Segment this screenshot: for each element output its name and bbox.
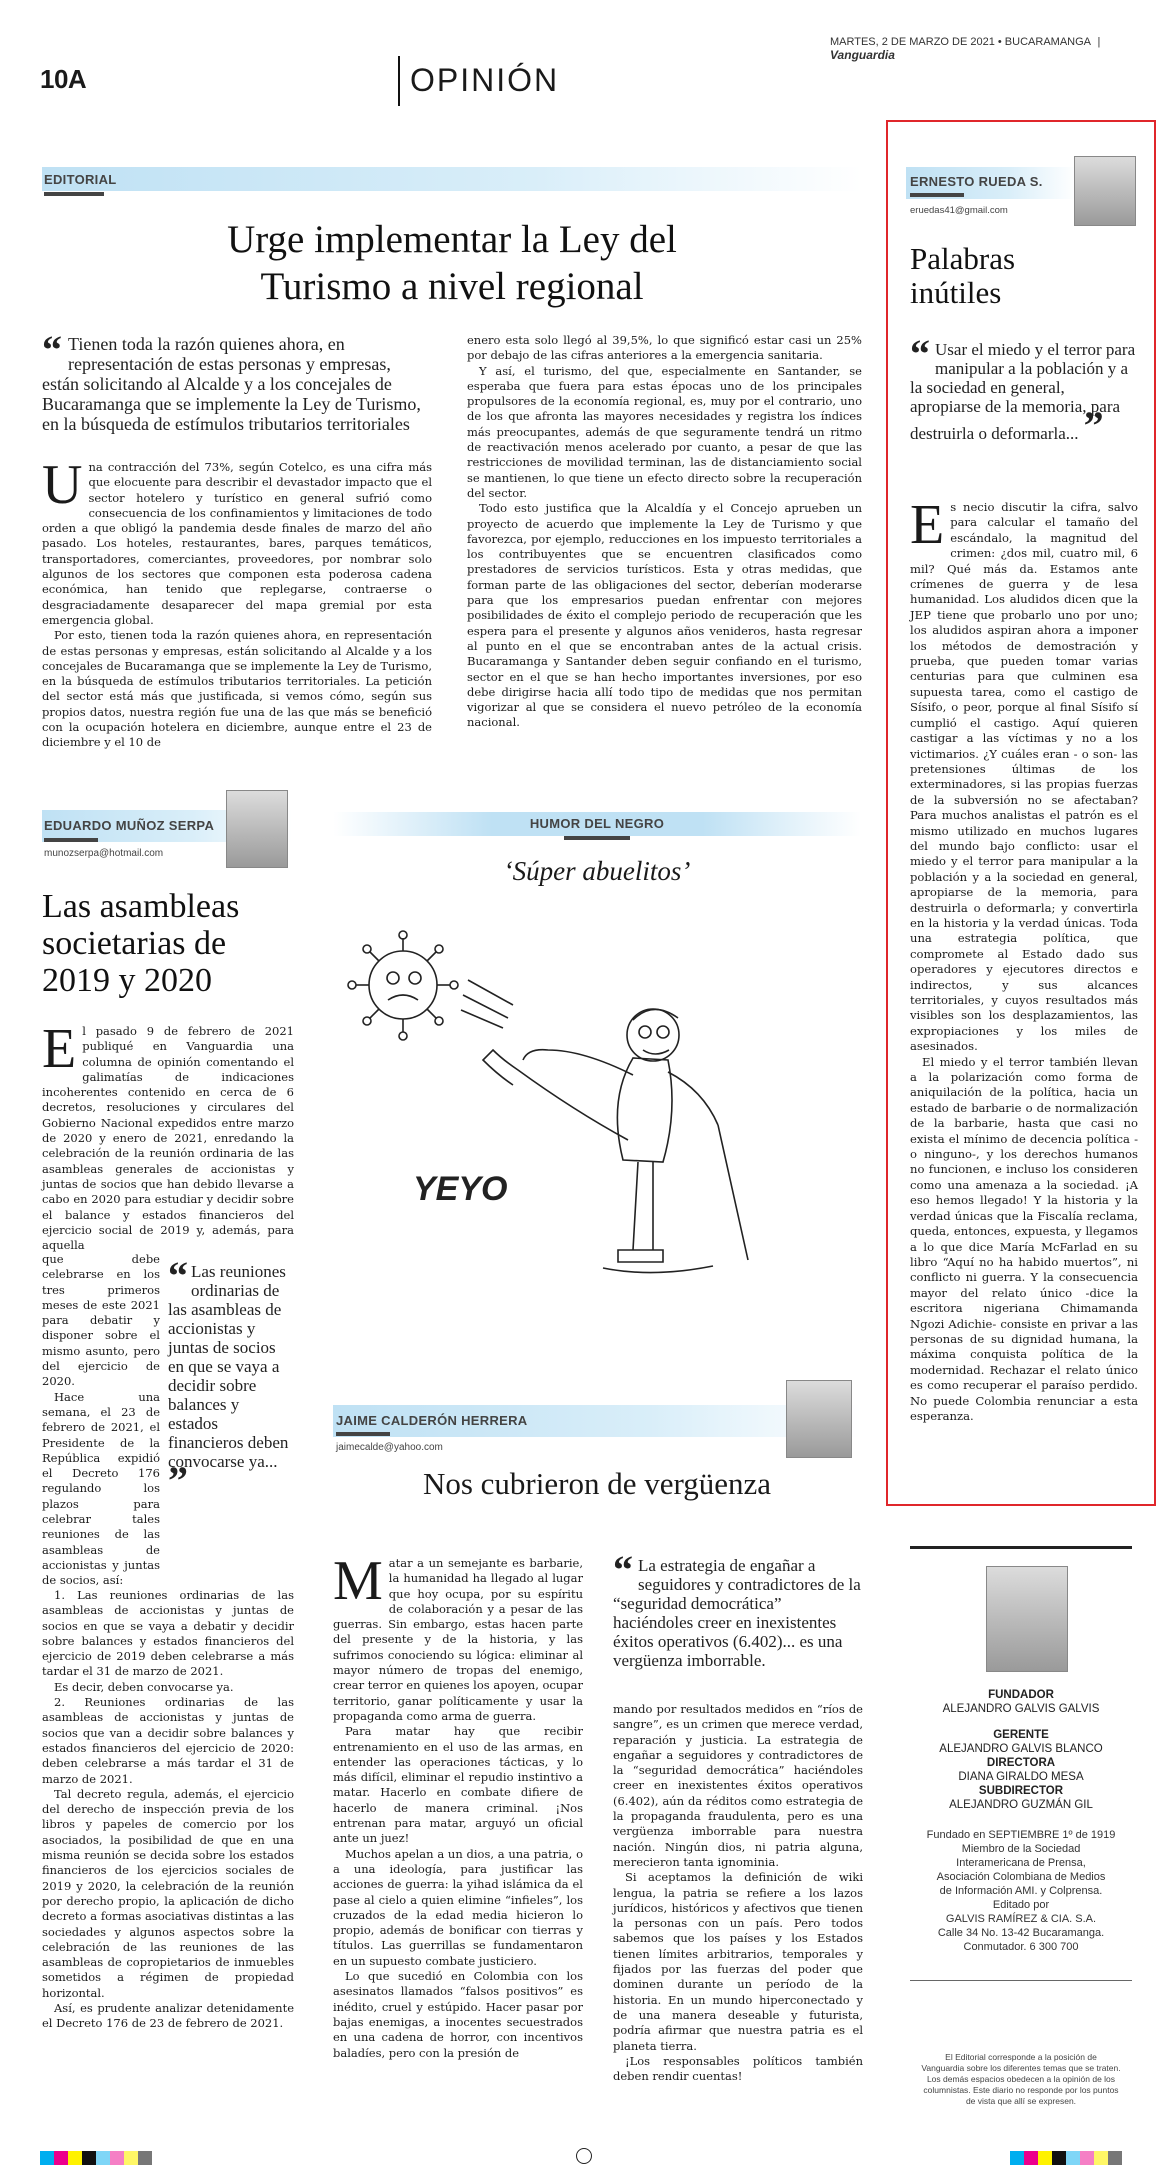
calderon-paragraph-2: Para matar hay que recibir entrenamiento en el uso de las armas, en entender las operaciones tácticas, y lo más difícil, eliminar el repudio instintivo a matar. Hacerlo en combate difiere de hacerlo de manera criminal. ¡Nos entrenan para matar, arguyó un oficial ante un juez!: [333, 1724, 583, 1846]
disclaimer-line-1: El Editorial corresponde a la posición de: [945, 2052, 1097, 2062]
calderon-paragraph-7: ¡Los responsables políticos también deben rendir cuentas!: [613, 2053, 863, 2084]
registration-mark-icon: [576, 2148, 592, 2164]
founder-portrait: [986, 1566, 1068, 1672]
founded-line-5: de Información AMI. y Colprensa.: [939, 1885, 1103, 1897]
editorial-paragraph-1: na contracción del 73%, según Cotelco, es una cifra más que elocuente para describir el devastador impacto que el sector hotelero y turístico en general sufrió como consecuencia de los confinamientos y limitaciones de todo orden a que obligó la pandemia desde finales de marzo del año pasado. Los hoteles, restaurantes, bares, parques temáticos, transportadores, comerciantes, proveedores, por nombrar solo algunos de los sectores que componen esta poderosa cadena económica, han tenido que replegarse, contraerse o desgraciadamente desaparecer del mapa gremial por esta emergencia global.: [42, 460, 432, 627]
editorial-title-line1: Urge implementar la Ley del: [227, 218, 677, 261]
brand-name: Vanguardia: [830, 48, 895, 62]
grandpa-leg-stand: [633, 1162, 653, 1250]
founded-line-2: Miembro de la Sociedad: [961, 1843, 1081, 1855]
close-quote-icon: ”: [168, 1458, 188, 1503]
calderon-pull-quote-text: La estrategia de engañar a seguidores y contradictores de la “seguridad democrática” haciéndoles creer en inexistentes éxitos operativos (6.402)... es una vergüenza imborrable.: [613, 1556, 861, 1670]
munoz-paragraph-5: 2. Reuniones ordinarias de las asambleas de accionistas y juntas de socios que van a decidir sobre balances y estados financieros del ejercicio de 2020: deben celebrarse a más tardar el 31 de marzo de 2021.: [42, 1695, 294, 1786]
editorial-paragraph-3: enero esta solo llegó al 39,5%, lo que significó estar casi un 25% por debajo de las cifras anteriores a la emergencia sanitaria.: [467, 333, 862, 363]
munoz-title-line3: 2019 y 2020: [42, 962, 212, 999]
rueda-email: eruedas41@gmail.com: [910, 205, 1008, 216]
founded-line-4: Asociación Colombiana de Medios: [936, 1871, 1106, 1883]
editorial-pull-quote: [42, 327, 432, 434]
editorial-kicker-underline: [44, 192, 104, 196]
calderon-title: Nos cubrieron de vergüenza: [422, 1466, 772, 1501]
editorial-title-line2: Turismo a nivel regional: [260, 265, 644, 308]
munoz-title-line1: Las asambleas: [42, 888, 240, 925]
editorial-paragraph-4: Y así, el turismo, del que, especialmente en Santander, se esperaba que fuera para estas épocas uno de los principales propulsores de la economía regional, es, muy por el contrario, uno de los que afronta las mayores necesidades y registra los índices más preocupantes, además de que seguramente tendrá un ritmo de reactivación menos acelerado por cuanto, a pesar de que las restricciones de movilidad terminan, las de distanciamiento social se mantienen, lo que tiene un efecto directo sobre la recuperación del sector.: [467, 363, 862, 500]
walking-cane: [718, 1125, 748, 1260]
calderon-paragraph-6: Si aceptamos la definición de wiki lengua, la patria se refiere a los lazos jurídicos, históricos y afectivos que tienen la personas con un país. Pero todos sabemos que los países y los Estados tienen límites arbitrarios, temporales y fijados por las fuerzas del poder que dominen durante un período de la historia. En un mundo hiperconectado y de una manera deseable y futurista, podría afirmar que nuestra patria es el planeta tierra.: [613, 1870, 863, 2053]
rueda-col: [910, 494, 1138, 1424]
calderon-paragraph-1: atar a un semejante es barbarie, la humanidad ha llegado al lugar que hoy ocupa, por su espíritu de colaboración y a pesar de las guerras. Sin embargo, estas hacen parte del presente y de la historia, y las sufrimos conociendo su lógica: eliminar al mayor número de tropas del enemigo, crear terror en quienes los apoyen, ocupar territorio, ganar políticamente y usar la propaganda como arma de guerra.: [333, 1556, 583, 1723]
editorial-paragraph-2: Por esto, tienen toda la razón quienes ahora, en representación de estas personas y empresas, están solicitando al Alcalde y a los concejales de Bucaramanga que se implemente la Ley de Turismo, en la búsqueda de estímulos tributarios territoriales. La petición del sector está más que justificada, si vemos cómo, según sus propios datos, nuestra región fue una de las que más se benefició con la ocupación hotelera en diciembre, aunque entre el 23 de diciembre y el 10 de: [42, 628, 432, 750]
munoz-dropcap: E: [42, 1018, 77, 1080]
founded-line-7: GALVIS RAMÍREZ & CIA. S.A.: [945, 1913, 1097, 1925]
munoz-paragraph-1a: l pasado 9 de febrero de 2021 publiqué en Vanguardia una columna de opinión comentando el galimatías de indicaciones incoherentes contenido en cerca de 6 decretos, resoluciones y circulares del Gobierno Nacional expedidos entre marzo de 2020 y enero de 2021, enredando la celebración de la reunión ordinaria de las asambleas generales de accionistas y juntas de socios que han debido llevarse a cabo en 2020 para estudiar y decidir sobre el balance y estados financieros del ejercicio social de 2019 y, además, para aquella: [42, 1024, 294, 1253]
masthead-bottom-rule: [910, 1980, 1132, 1981]
disclaimer-line-4: columnistas. Este diario no responde por los puntos: [923, 2085, 1119, 2095]
humor-title: ‘Súper abuelitos’: [503, 856, 691, 886]
editorial-pull-quote-text: Tienen toda la razón quienes ahora, en representación de estas personas y empresas, están solicitando al Alcalde y a los concejales de Bucaramanga que se implemente la Ley de Turismo, en la búsqueda de estímulos tributarios territoriales: [42, 334, 421, 434]
founder-name: ALEJANDRO GALVIS GALVIS: [942, 1703, 1100, 1715]
calderon-paragraph-5: mando por resultados medidos en “ríos de sangre”, es un crimen que merece verdad, reparación y justicia. La estrategia de engañar a seguidores y contradictores de la “seguridad democrática” haciéndoles creer en inexistentes éxitos operativos (6.402), aún da réditos como estrategia de la propaganda fraudulenta, pero es una vergüenza imborrable para nuestra nación. Ningún dios, ni patria alguna, merecieron tanta ignominia.: [613, 1702, 863, 1869]
munoz-col-narrow: [42, 1252, 160, 1589]
munoz-kicker-underline: [44, 838, 98, 842]
cartoon-illustration: [333, 900, 861, 1295]
munoz-paragraph-4: Es decir, deben convocarse ya.: [54, 1679, 234, 1694]
open-quote-icon: “: [168, 1253, 188, 1298]
munoz-title-line2: societarias de: [42, 925, 227, 962]
founded-line-9: Conmutador. 6 300 700: [963, 1941, 1079, 1953]
print-color-bar-right: [1010, 2150, 1122, 2169]
virus-spikes: [348, 931, 458, 1040]
calderon-col1: [333, 1550, 583, 2061]
rueda-dropcap: E: [910, 494, 945, 556]
page-date-line: MARTES, 2 DE MARZO DE 2021 • BUCARAMANGA | Vanguardia: [830, 36, 1101, 62]
date-text: MARTES, 2 DE MARZO DE 2021 • BUCARAMANGA: [830, 36, 1091, 48]
rueda-kicker-underline: [910, 193, 964, 197]
munoz-col-bottom: [42, 1588, 294, 2032]
editorial-dropcap: U: [42, 454, 83, 516]
munoz-title: [42, 888, 239, 999]
rueda-paragraph-1: s necio discutir la cifra, salvo para calcular el tamaño del escándalo, la magnitud del crimen: ¿dos mil, cuatro mil, 6 mil? Qué más da. Estamos ante crímenes de guerra y de lesa humanidad. Los aludidos dicen que la JEP tiene que probarlo uno por uno; los aludidos aspiran ahora a imponer los métodos de demostración y prueba, que pueden tomar varias centurias para que culminen esa supuesta tarea, como el castigo de Sísifo, o peor, porque al final Sísifo sí cumplió el castigo. Aquí quieren castigar a las víctimas y no a los victimarios. ¿Y cuáles eran - o son- las pretensiones últimas de los exterminadores, si las propias fuerzas de la subversión no se afectaban? Para muchos analistas el patrón es el mismo utilizado en muchos lugares del mundo bajo conflicto: usar el miedo y el terror para manipular a la población y a la sociedad en general, apropiarse de la memoria, para destruirla o deformarla; y convertirla en la historia y la verdad únicas. Toda una estrategia política, que compromete al Estado dado sus operadores y ejecutores directos e indirectos, y sus alcances territoriales, y cuyos resultados más visibles son los desplazamientos, las expropiaciones y los miles de asesinados.: [910, 500, 1138, 1054]
rueda-pull-quote: [910, 331, 1138, 448]
munoz-paragraph-1b: que debe celebrarse en los tres primeros meses de este 2021 para debatir y disponer sobre el mismo asunto, pero del ejercicio de 2020.: [42, 1252, 160, 1389]
founded-line-8: Calle 34 No. 13-42 Bucaramanga.: [937, 1927, 1105, 1939]
subdirector-name: ALEJANDRO GUZMÁN GIL: [949, 1799, 1093, 1811]
subdirector-label: SUBDIRECTOR: [978, 1785, 1064, 1797]
open-quote-icon: “: [613, 1547, 633, 1592]
rueda-title: [910, 242, 1015, 310]
manager-label: GERENTE: [993, 1729, 1049, 1741]
manager-name: ALEJANDRO GALVIS BLANCO: [939, 1743, 1103, 1755]
rueda-paragraph-2: El miedo y el terror también llevan a la polarización como forma de aniquilación de la política, hacia un estado de barbarie o de normalización de la barbarie, hasta que casi no exista el mínimo de decencia política -o ninguno-, y los derechos humanos no funcionen, e incluso los consideren como una amenaza a la sociedad. ¡A eso hemos llegado! Y la historia y la verdad únicas que la Fiscalía reclama, queda, entonces, expuesta, y llegamos a lo que dice María McFarlad en su libro “Aquí no ha habido muertos”, ni conflicto ni guerra. Y la consecuencia mayor del relato único -dice la escritora nigeriana Chimamanda Ngozi Adichie- consiste en privar a las personas de su dignidad humana, la máxima conquista política de la modernidad. Rechazar el relato único es como recuperar el paraíso perdido. No puede Colombia renunciar a esta esperanza.: [910, 1054, 1138, 1423]
founded-line-3: Interamericana de Prensa,: [956, 1857, 1086, 1869]
munoz-kicker: EDUARDO MUÑOZ SERPA: [44, 818, 215, 833]
munoz-paragraph-6: Tal decreto regula, además, el ejercicio del derecho de inspección previa de los libros y papeles de comercio por los asociados, la posibilidad de que en una misma reunión se decida sobre los estados financieros de los ejercicios sociales de 2019 y 2020, la celebración de la reunión por derecho propio, la aplicación de dicho decreto a formas asociativas distintas a las sociedades y algunos aspectos sobre la celebración de las reuniones de las asambleas de copropietarios de inmuebles sometidos a régimen de propiedad horizontal.: [42, 1786, 294, 2000]
grandpa-arm-right: [668, 1072, 718, 1125]
humor-kicker-underline: [564, 836, 630, 840]
rueda-author-photo: [1074, 156, 1136, 226]
page-number: 10A: [40, 64, 87, 94]
disclaimer-line-5: de vista que allí se expresen.: [965, 2096, 1077, 2106]
virus-body: [369, 951, 437, 1019]
editorial-kicker: EDITORIAL: [44, 172, 117, 187]
munoz-paragraph-3: 1. Las reuniones ordinarias de las asambleas de accionistas y juntas de socios en que se vaya a debatir y decidir sobre balances y estados financieros del ejercicio de 2019 deben celebrarse a más tardar el 31 de marzo de 2021.: [42, 1588, 294, 1679]
rueda-title-line1: Palabras: [910, 241, 1016, 276]
munoz-author-photo: [226, 790, 288, 868]
calderon-dropcap: M: [333, 1550, 383, 1612]
open-quote-icon: “: [910, 331, 930, 376]
munoz-email: munozserpa@hotmail.com: [44, 848, 164, 859]
calderon-paragraph-4: Lo que sucedió en Colombia con los asesinatos llamados “falsos positivos” es inédito, cruel y estúpido. Hacer pasar por bajas enemigas, a inocentes secuestrados en una cadena de horror, con incentivos baladíes, pero con la presión de: [333, 1969, 583, 2060]
calderon-kicker: JAIME CALDERÓN HERRERA: [336, 1413, 528, 1428]
disclaimer-line-2: Vanguardia sobre los diferentes temas que se traten.: [921, 2063, 1121, 2073]
masthead-staff: [910, 1688, 1132, 1812]
munoz-paragraph-7: Así, es prudente analizar detenidamente el Decreto 176 de 23 de febrero de 2021.: [42, 2001, 294, 2031]
masthead-founding-info: [910, 1828, 1132, 1954]
editorial-col2: [467, 333, 862, 731]
editorial-title: [42, 216, 862, 310]
open-quote-icon: “: [42, 327, 62, 372]
section-title: OPINIÓN: [410, 62, 560, 98]
humor-kicker: HUMOR DEL NEGRO: [529, 816, 665, 831]
calderon-pull-quote: [613, 1547, 863, 1670]
calderon-kicker-underline: [336, 1432, 390, 1436]
header-divider: [398, 56, 400, 106]
founder-label: FUNDADOR: [988, 1689, 1054, 1701]
munoz-paragraph-2: Hace una semana, el 23 de febrero de 2021, el Presidente de la República expidió el Decreto 176 regulando los plazos para celebrar tales reuniones de las asambleas de accionistas y juntas de socios, así:: [42, 1389, 160, 1588]
director-name: DIANA GIRALDO MESA: [958, 1771, 1084, 1783]
munoz-pull-quote-text: Las reuniones ordinarias de las asambleas de accionistas y juntas de socios en que se vaya a decidir sobre balances y estados financieros deben convocarse ya...: [168, 1262, 289, 1471]
grandpa-body: [617, 1058, 672, 1162]
grandpa-arm-left: [523, 1050, 633, 1075]
disclaimer-line-3: Los demás espacios obedecen a la opinión de los: [926, 2074, 1116, 2084]
rueda-title-line2: inútiles: [910, 275, 1002, 310]
founded-line-6: Editado por: [992, 1899, 1050, 1911]
calderon-email: jaimecalde@yahoo.com: [336, 1442, 443, 1453]
editorial-paragraph-5: Todo esto justifica que la Alcaldía y el Concejo aprueben un proyecto de acuerdo que implemente la Ley de Turismo y que favorezca, por ejemplo, reducciones en los impuesto territoriales a los contribuyentes que se encuentren clasificados como prestadores de servicios turísticos. Esta y otras medidas, que forman parte de las obligaciones del sector, deberían moderarse para que los empresarios puedan enfrentar con mejores posibilidades de éxito el complejo periodo de recuperación que les espera para el presente y algunos años venideros, hasta regresar al punto en el que se encontraban antes de la actual crisis. Bucaramanga y Santander deben seguir confiando en el turismo, sector en el que se han hecho importantes inversiones, por eso debe dirigirse hacia allí todo tipo de medidas que nos permitan vigorizar al que se considera el nuevo petróleo de la economía nacional.: [467, 501, 862, 730]
munoz-pull-quote: [168, 1253, 293, 1503]
print-color-bar-left: [40, 2150, 152, 2169]
close-quote-icon: ”: [1083, 403, 1104, 448]
masthead-top-rule: [910, 1546, 1132, 1549]
founded-line-1: Fundado en SEPTIEMBRE 1º de 1919: [926, 1829, 1116, 1841]
editorial-kicker-bar: [42, 167, 862, 191]
editorial-col1: [42, 454, 432, 751]
calderon-col2: [613, 1702, 863, 2084]
rueda-pull-quote-text: Usar el miedo y el terror para manipular a la población y a la sociedad en general, apropiarse de la memoria, para destruirla o deformarla...: [910, 340, 1136, 443]
motion-lines: [461, 980, 513, 1028]
calderon-author-photo: [786, 1380, 852, 1458]
rueda-kicker: ERNESTO RUEDA S.: [910, 174, 1043, 189]
munoz-col-top: [42, 1018, 294, 1253]
calderon-paragraph-3: Muchos apelan a un dios, a una patria, o a una ideología, para justificar las acciones de guerra: la yihad islámica da el pase al cielo a quien elimine “infieles”, los cruzados de la edad media hicieron lo propio, además de bonificar con tierras y títulos. Las guerrillas se fundamentaron en un supuesto combate justiciero.: [333, 1846, 583, 1968]
cartoonist-signature: YEYO: [413, 1170, 508, 1208]
editorial-disclaimer: [910, 2052, 1132, 2107]
director-label: DIRECTORA: [986, 1757, 1056, 1769]
